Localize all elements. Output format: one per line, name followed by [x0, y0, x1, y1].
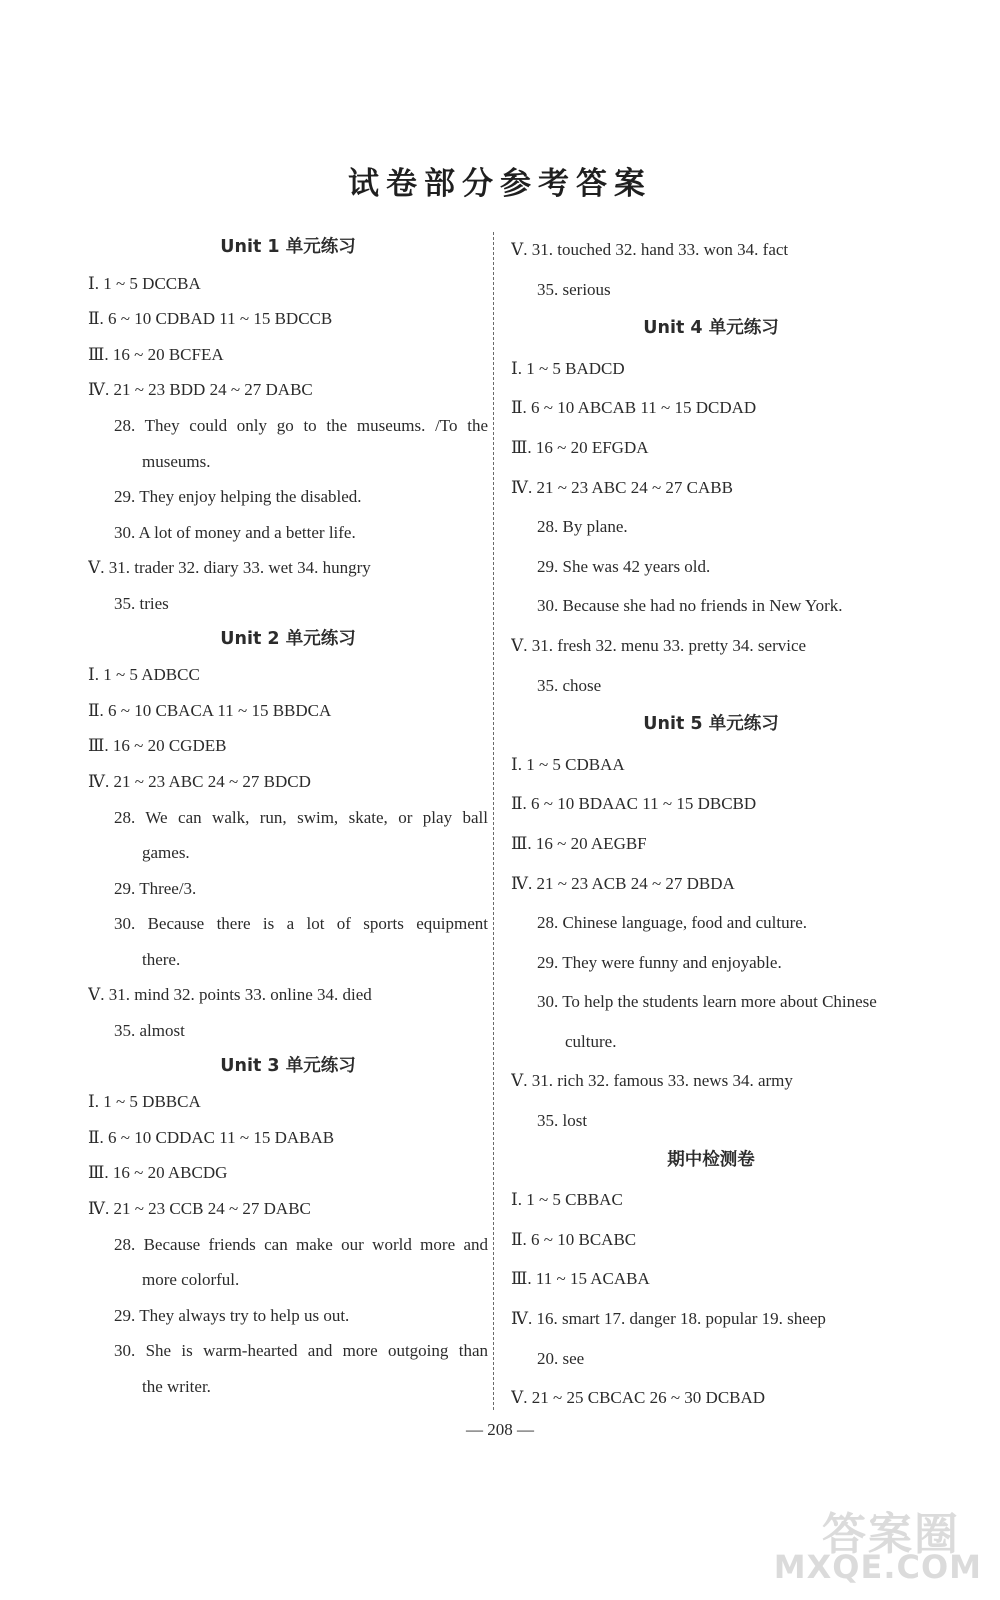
answer-line: Ⅰ. 1 ~ 5 DCCBA [88, 273, 201, 293]
section-heading: Unit 3 单元练习 [220, 1055, 356, 1076]
answer-line: Ⅰ. 1 ~ 5 DBBCA [88, 1092, 201, 1112]
answer-sentence: 29. They were funny and enjoyable. [537, 952, 782, 972]
answer-continuation: museums. [142, 451, 211, 471]
answer-line: Ⅱ. 6 ~ 10 CBACA 11 ~ 15 BBDCA [88, 700, 332, 720]
answer-sentence: 30. To help the students learn more about Chinese [537, 992, 877, 1012]
answer-line: Ⅳ. 21 ~ 23 BDD 24 ~ 27 DABC [88, 380, 313, 400]
answer-line: Ⅱ. 6 ~ 10 CDBAD 11 ~ 15 BDCCB [88, 309, 333, 329]
watermark-url: MXQE.COM [773, 1548, 982, 1586]
answer-line: Ⅲ. 11 ~ 15 ACABA [511, 1269, 650, 1289]
answer-sentence: 30. She is warm-hearted and more outgoing than [114, 1341, 488, 1361]
answer-line: Ⅳ. 16. smart 17. danger 18. popular 19. sheep [511, 1309, 826, 1329]
page-title: 试卷部分参考答案 [348, 166, 652, 202]
answer-line: Ⅳ. 21 ~ 23 ACB 24 ~ 27 DBDA [511, 873, 735, 893]
answer-line: Ⅳ. 21 ~ 23 ABC 24 ~ 27 BDCD [88, 771, 311, 791]
page-number: — 208 — [466, 1420, 534, 1439]
section-heading: Unit 2 单元练习 [220, 628, 356, 649]
column-divider [493, 232, 494, 1410]
answer-sentence: 30. A lot of money and a better life. [114, 522, 356, 542]
answer-continuation: culture. [565, 1031, 617, 1051]
watermark-brand: 答案圈 [822, 1509, 960, 1560]
answer-line: Ⅰ. 1 ~ 5 CDBAA [511, 754, 625, 774]
answer-sentence: 35. serious [537, 279, 611, 299]
answer-sentence: 28. By plane. [537, 517, 628, 537]
answer-line: Ⅰ. 1 ~ 5 BADCD [511, 358, 625, 378]
answer-line: Ⅴ. 31. rich 32. famous 33. news 34. army [511, 1071, 793, 1091]
answer-sentence: 20. see [537, 1348, 585, 1368]
answer-continuation: more colorful. [142, 1270, 240, 1290]
answer-line: Ⅱ. 6 ~ 10 CDDAC 11 ~ 15 DABAB [88, 1127, 335, 1147]
answer-line: Ⅱ. 6 ~ 10 ABCAB 11 ~ 15 DCDAD [511, 398, 757, 418]
answer-line: Ⅰ. 1 ~ 5 ADBCC [88, 665, 200, 685]
answer-line: Ⅲ. 16 ~ 20 ABCDG [88, 1163, 228, 1183]
watermark-logo [773, 1498, 982, 1586]
answer-line: Ⅳ. 21 ~ 23 ABC 24 ~ 27 CABB [511, 477, 733, 497]
section-heading: 期中检测卷 [667, 1149, 755, 1170]
answer-sentence: 28. Chinese language, food and culture. [537, 913, 808, 933]
answer-continuation: games. [142, 843, 190, 863]
answer-sentence: 35. tries [114, 593, 169, 613]
answer-sentence: 30. Because there is a lot of sports equipment [114, 914, 488, 934]
answer-sentence: 29. They always try to help us out. [114, 1305, 350, 1325]
answer-line: Ⅱ. 6 ~ 10 BDAAC 11 ~ 15 DBCBD [511, 794, 757, 814]
answer-sentence: 29. They enjoy helping the disabled. [114, 487, 362, 507]
answer-line: Ⅴ. 31. fresh 32. menu 33. pretty 34. service [511, 635, 807, 655]
answer-line: Ⅴ. 31. touched 32. hand 33. won 34. fact [511, 240, 789, 259]
left-answer-column [88, 230, 488, 1405]
answer-line: Ⅴ. 21 ~ 25 CBCAC 26 ~ 30 DCBAD [511, 1388, 766, 1408]
answer-continuation: there. [142, 949, 181, 969]
answer-line: Ⅲ. 16 ~ 20 BCFEA [88, 344, 224, 364]
answer-sentence: 35. lost [537, 1111, 588, 1131]
section-heading: Unit 5 单元练习 [643, 714, 779, 735]
answer-line: Ⅱ. 6 ~ 10 BCABC [511, 1229, 637, 1249]
answer-sentence: 28. We can walk, run, swim, skate, or play ball [114, 807, 488, 827]
answer-continuation: the writer. [142, 1377, 211, 1396]
answer-sentence: 30. Because she had no friends in New York. [537, 596, 843, 616]
answer-sentence: 29. Three/3. [114, 878, 197, 898]
answer-line: Ⅲ. 16 ~ 20 EFGDA [511, 437, 649, 457]
section-heading: Unit 1 单元练习 [220, 237, 356, 257]
answer-line: Ⅴ. 31. trader 32. diary 33. wet 34. hungry [88, 558, 371, 578]
answer-sentence: 29. She was 42 years old. [537, 556, 711, 576]
answer-line: Ⅳ. 21 ~ 23 CCB 24 ~ 27 DABC [88, 1199, 311, 1219]
answer-sentence: 35. almost [114, 1021, 185, 1041]
answer-sentence: 35. chose [537, 675, 602, 695]
right-answer-column [511, 230, 911, 1418]
answer-line: Ⅴ. 31. mind 32. points 33. online 34. died [88, 985, 372, 1005]
answer-line: Ⅲ. 16 ~ 20 AEGBF [511, 833, 647, 853]
section-heading: Unit 4 单元练习 [643, 318, 779, 339]
answer-line: Ⅲ. 16 ~ 20 CGDEB [88, 736, 227, 756]
answer-sentence: 28. Because friends can make our world more and [114, 1234, 488, 1254]
answer-sentence: 28. They could only go to the museums. /To the [114, 415, 488, 435]
answer-line: Ⅰ. 1 ~ 5 CBBAC [511, 1190, 623, 1210]
